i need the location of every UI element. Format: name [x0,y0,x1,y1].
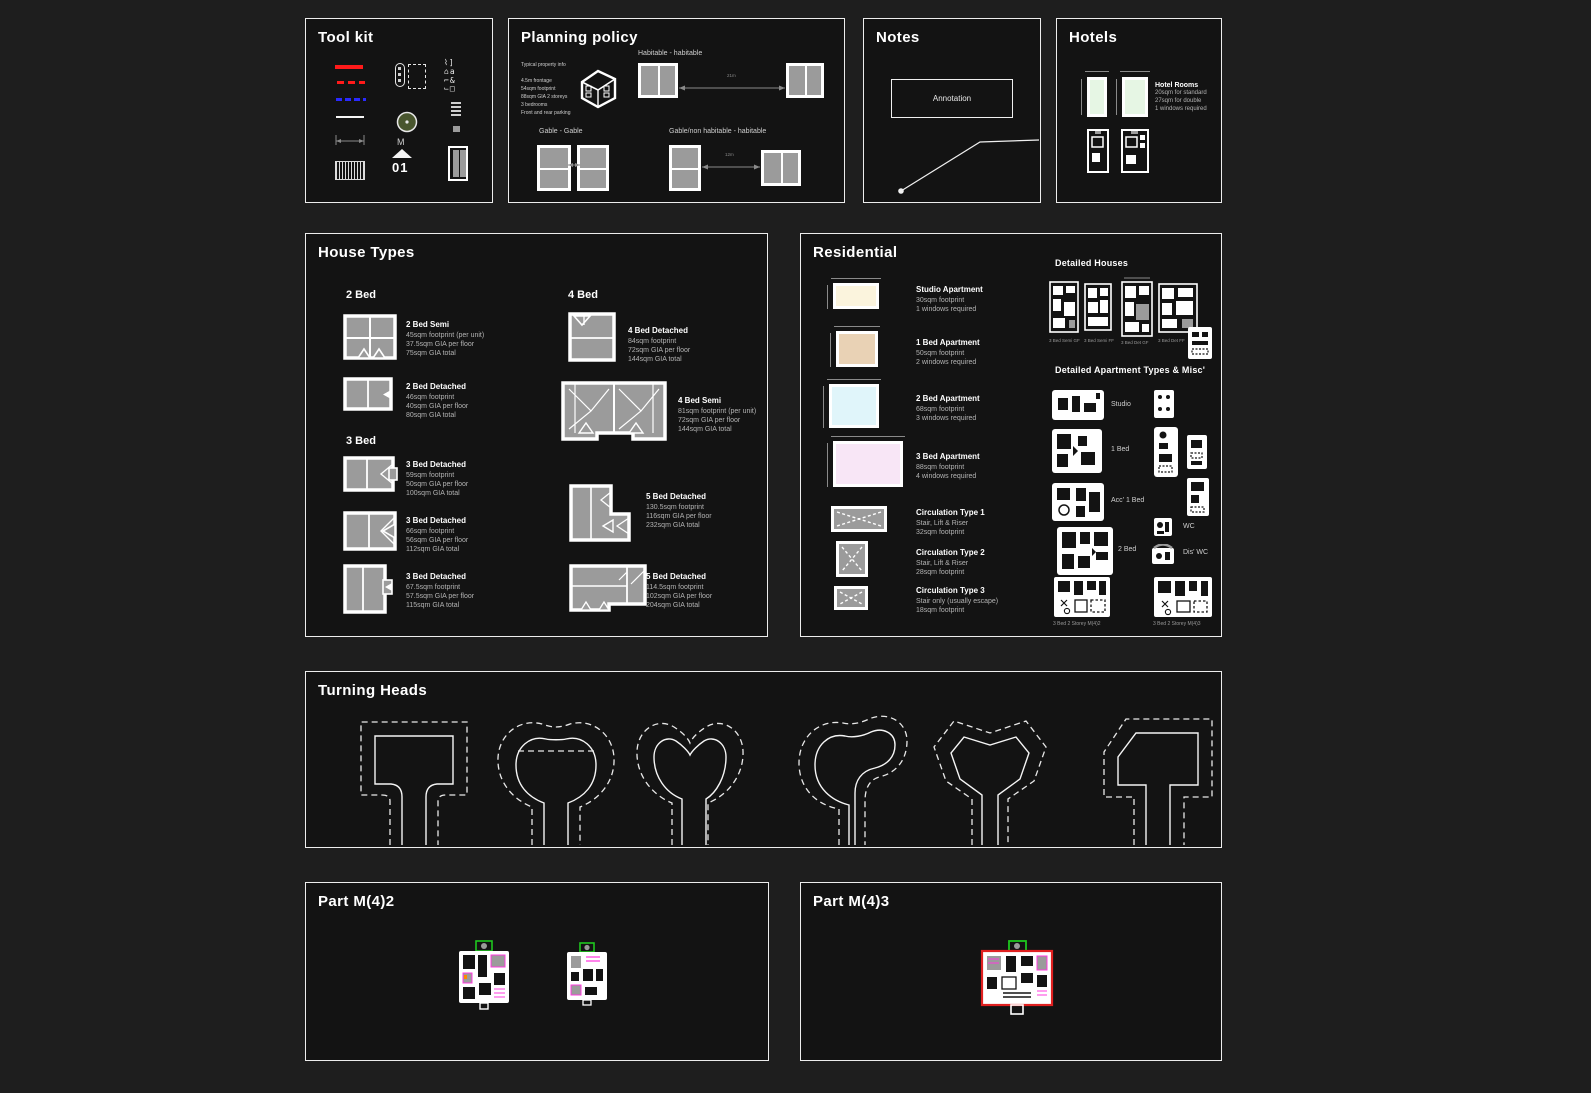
circulation-3-plan[interactable] [834,586,868,610]
house-item-label: 5 Bed Detached 130.5sqm footprint 116sqm GIA per floor 232sqm GIA total [646,492,712,529]
planning-info-block: Typical property info 4.5m frontage 54sqm footprint 88sqm GIA 2 storeys 3 bedrooms Front and rear parking [521,62,571,116]
annotation-box[interactable] [891,79,1013,118]
apartment-plan-studio[interactable] [1051,389,1105,421]
north-marker-letter: M [397,137,406,147]
dim-line [834,326,880,327]
apartment-plan-2bed[interactable] [1056,526,1114,576]
plan-4bed-detached[interactable] [568,312,618,364]
circulation-label: Circulation Type 1 Stair, Lift & Riser 32sqm footprint [916,508,985,536]
plan-4bed-semi[interactable] [561,381,669,441]
apartment-label: Studio Apartment 30sqm footprint 1 windows required [916,285,983,313]
hatched-wall-bar-icon[interactable] [335,161,365,180]
detailed-house-caption: 3 Bed Semi GF [1049,338,1080,343]
apartment-label: 2 Bed Apartment 68sqm footprint 3 windows required [916,394,980,422]
detailed-house-caption: 3 Bed Semi FF [1084,338,1115,343]
tree-icon[interactable] [396,111,418,133]
north-arrow-icon[interactable] [392,149,412,158]
house-item-label: 3 Bed Detached 59sqm footprint 50sqm GIA per floor 100sqm GIA total [406,460,469,497]
house-isometric-icon[interactable] [574,64,622,112]
group-2bed: 2 Bed [346,289,376,301]
detailed-plan-m42[interactable] [1053,576,1111,618]
dim-line [827,285,828,309]
detailed-house-plan[interactable] [1049,278,1079,336]
apartment-plan-1bed[interactable] [1051,428,1103,474]
panel-turning-heads[interactable] [305,671,1222,848]
rule-label-gable-non: Gable/non habitable - habitable [669,128,767,135]
house-item-label: 2 Bed Semi 45sqm footprint (per unit) 37.5sqm GIA per floor 75sqm GIA total [406,320,485,357]
panel-toolkit[interactable] [305,18,493,203]
turning-head-t[interactable] [344,697,484,847]
part-m42-title: Part M(4)2 [318,893,395,910]
wc-plan[interactable] [1153,516,1173,538]
mini-stack-icon[interactable] [451,101,461,116]
hotel-plan-standard[interactable] [1087,129,1109,173]
dis-wc-plan[interactable] [1151,544,1175,566]
hotel-room-double[interactable] [1122,77,1148,117]
panel-part-m43[interactable] [800,882,1222,1061]
turning-head-angular-y[interactable] [924,697,1064,847]
notes-title: Notes [876,29,920,46]
swatch-1bed[interactable] [836,331,878,367]
rule-label-habitable: Habitable - habitable [638,50,703,57]
window-block[interactable] [638,63,678,98]
plan-2bed-semi[interactable] [343,314,397,362]
planning-title: Planning policy [521,29,638,46]
dim-line [1081,79,1082,115]
house-item-label: 2 Bed Detached 46sqm footprint 40sqm GIA per floor 80sqm GIA total [406,382,469,419]
turning-head-offset[interactable] [1088,697,1228,847]
hotel-rooms-note: Hotel Rooms 20sqm for standard 27sqm for double 1 windows required [1155,82,1207,113]
apartment-plan-acc-1bed[interactable] [1051,482,1105,522]
dim-line [827,443,828,487]
detailed-apartments-heading: Detailed Apartment Types & Misc' [1055,365,1206,375]
dim-line [831,278,881,279]
fill-swatch-icon[interactable] [453,126,460,132]
misc-label-dis-wc: Dis' WC [1183,549,1209,556]
panel-planning-policy[interactable] [508,18,845,203]
circulation-label: Circulation Type 2 Stair, Lift & Riser 28sqm footprint [916,548,985,576]
apartment-type-label: 2 Bed [1118,546,1137,553]
page-number: 01 [392,160,409,175]
m42-plan-1[interactable] [456,939,512,1011]
window-block[interactable] [537,145,571,191]
circulation-label: Circulation Type 3 Stair only (usually escape) 18sqm footprint [916,586,999,614]
part-m43-title: Part M(4)3 [813,893,890,910]
distance-arrow [700,160,762,174]
toolkit-title: Tool kit [318,29,374,46]
panel-part-m42[interactable] [305,882,769,1061]
distance-label: 21m [727,73,736,78]
rule-label-gable: Gable - Gable [539,128,583,135]
hotel-room-standard[interactable] [1087,77,1107,117]
annotation-text: Annotation [932,94,972,103]
distance-arrow [677,81,787,95]
circulation-2-plan[interactable] [836,541,868,577]
double-door-icon[interactable] [448,146,468,181]
group-3bed: 3 Bed [346,435,376,447]
panel-hotels[interactable] [1056,18,1222,203]
panel-notes[interactable] [863,18,1041,203]
hotels-title: Hotels [1069,29,1118,46]
misc-tile[interactable] [1187,326,1213,360]
dim-line [831,436,905,437]
house-types-title: House Types [318,244,415,261]
turning-head-asymmetric[interactable] [789,697,929,847]
misc-label-wc: WC [1183,523,1195,530]
misc-tile[interactable] [1153,389,1175,419]
cad-symbol-cluster-icon[interactable]: ⌇] ⌂a ⌐& ⌙□ [444,58,456,94]
detailed-plan-m43[interactable] [1153,576,1213,618]
dimension-line-icon[interactable] [332,131,368,147]
white-solid-line-icon[interactable] [336,116,364,118]
plan-5bed-detached-2[interactable] [569,564,649,612]
plan-2bed-detached[interactable] [343,377,397,413]
dashed-selection-icon[interactable] [408,64,426,89]
dim-line [827,379,881,380]
window-block[interactable] [761,150,801,186]
misc-tile[interactable] [1186,434,1208,470]
misc-tile[interactable] [1153,426,1179,478]
turning-head-mushroom[interactable] [486,697,626,847]
circulation-1-plan[interactable] [831,506,887,532]
swatch-2bed[interactable] [829,384,879,428]
leader-line[interactable] [894,134,1044,199]
residential-title: Residential [813,244,898,261]
dim-line [1085,71,1109,72]
apartment-type-label: 1 Bed [1111,446,1130,453]
bottom-caption: 3 Bed 2 Storey M(4)2 [1053,621,1101,627]
blue-dashed-line-icon[interactable] [336,98,366,101]
m42-plan-2[interactable] [564,941,610,1007]
window-block[interactable] [786,63,824,98]
misc-tile[interactable] [1186,477,1210,517]
detailed-houses-heading: Detailed Houses [1055,258,1129,268]
house-item-label: 4 Bed Detached 84sqm footprint 72sqm GIA per floor 144sqm GIA total [628,326,691,363]
swatch-3bed[interactable] [833,441,903,487]
detailed-house-caption: 3 Bed Det GF [1121,340,1149,345]
house-item-label: 5 Bed Detached 114.5sqm footprint 102sqm GIA per floor 204sqm GIA total [646,572,713,609]
distance-label: 12m [725,152,734,157]
plan-5bed-detached-L[interactable] [569,484,633,542]
dim-line [1120,71,1150,72]
house-item-label: 3 Bed Detached 67.5sqm footprint 57.5sqm GIA per floor 115sqm GIA total [406,572,475,609]
house-item-label: 4 Bed Semi 81sqm footprint (per unit) 72sqm GIA per floor 144sqm GIA total [678,396,757,433]
red-dashed-line-icon[interactable] [337,81,365,84]
block-pill-icon[interactable] [395,63,405,87]
dim-line [830,333,831,367]
apartment-type-label: Studio [1111,401,1131,408]
detailed-house-plan[interactable] [1121,276,1153,338]
turning-heads-title: Turning Heads [318,682,428,699]
plan-3bed-detached-2[interactable] [343,511,401,553]
red-solid-line-icon[interactable] [335,65,363,69]
apartment-label: 1 Bed Apartment 50sqm footprint 2 windows required [916,338,980,366]
group-4bed: 4 Bed [568,289,598,301]
dim-line [1116,79,1117,115]
window-block[interactable] [669,145,701,191]
hotel-plan-double[interactable] [1121,129,1149,173]
plan-3bed-detached-3[interactable] [343,564,393,616]
short-arrow [567,159,581,171]
m43-plan[interactable] [979,939,1055,1017]
panel-house-types[interactable] [305,233,768,637]
plan-3bed-detached-1[interactable] [343,456,399,494]
apartment-label: 3 Bed Apartment 88sqm footprint 4 windows required [916,452,980,480]
detailed-house-caption: 3 Bed Det FF [1158,338,1185,343]
detailed-house-plan[interactable] [1084,283,1112,331]
apartment-type-label: Acc' 1 Bed [1111,497,1145,504]
dim-line [823,386,824,428]
window-block[interactable] [577,145,609,191]
bottom-caption: 3 Bed 2 Storey M(4)3 [1153,621,1201,627]
panel-residential[interactable] [800,233,1222,637]
house-item-label: 3 Bed Detached 66sqm footprint 56sqm GIA per floor 112sqm GIA total [406,516,469,553]
swatch-studio[interactable] [833,283,879,309]
turning-head-lobed[interactable] [624,697,764,847]
